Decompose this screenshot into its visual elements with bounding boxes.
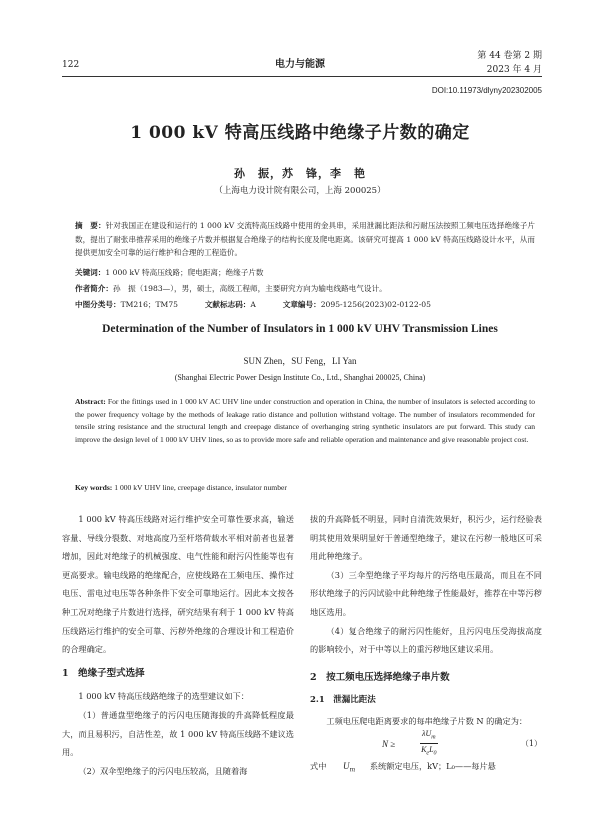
- equation-numerator: λU: [422, 728, 432, 738]
- paper-title: 1 000 kV 特高压线路中绝缘子片数的确定: [130, 123, 470, 143]
- clc-label: 中图分类号：: [75, 300, 121, 309]
- intro-paragraph: 1 000 kV 特高压线路对运行维护安全可靠性要求高，输送容量、导线分裂数、对地高度乃至杆塔荷载水平相对前者也显著增加，因此对绝缘子的机械强度、电气性能和耐污闪性能等也有更高要求。输电线路的绝缘配合，应使线路在工频电压、操作过电压、雷电过电压等各种条件下安全可靠地运行。因此本文按各种工况对绝缘子片数进行选择，研究结果有利于 1 000 kV 特高压线路运行维护的安全可靠、污秽外绝缘的合理设计和工程造价的合理确定。: [62, 514, 294, 655]
- equation-denominator-l: L: [429, 745, 434, 755]
- author-intro-label: 作者简介：: [75, 284, 113, 293]
- right-column: [310, 510, 542, 780]
- equation-lhs: N ≥: [382, 738, 396, 749]
- keywords-en: [75, 482, 535, 495]
- journal-name: 电力与能源: [275, 59, 325, 70]
- keywords-en-text: 1 000 kV UHV line, creepage distance, insulator number: [114, 483, 287, 492]
- equation-denominator-k: K: [421, 745, 427, 755]
- equation-denominator-sub1: e: [426, 750, 430, 757]
- section-2-1-paragraph: 工频电压爬电距离要求的每串绝缘子片数 N 的确定为：: [326, 715, 528, 726]
- abstract-en-label: Abstract:: [75, 397, 106, 406]
- author-intro-text: 孙 振（1983—），男，硕士，高级工程师，主要研究方向为输电线路电气设计。: [112, 284, 387, 293]
- keywords-cn-text: 1 000 kV 特高压线路；爬电距离；绝缘子片数: [105, 268, 264, 277]
- equation-fraction: [420, 728, 438, 760]
- authors: 孙 振，苏 锋，李 艳: [234, 167, 366, 180]
- publication-date: 2023 年 4 月: [486, 65, 542, 75]
- where-text: 系统额定电压，kV；L₀——每片悬: [369, 760, 496, 771]
- affiliation: （上海电力设计院有限公司，上海 200025）: [214, 186, 386, 196]
- equation-numerator-sub: m: [431, 734, 436, 741]
- article-no-label: 文章编号：: [282, 300, 321, 309]
- page-number: 122: [62, 60, 80, 70]
- abstract-en-text: For the fittings used in 1 000 kV AC UHV line under construction and operation in China, the number of insulators is selected according to the power frequency voltage by the methods of leakage ratio distance and pollution withstand voltage. The number of insulators recommended for tensile string resistance and the structural length and creepage distance of overhanging string synthetic insulators are put forward. This study can improve the design level of 1 000 kV UHV lines, so as to provide more safe and reliable operation and maintenance and give reasonable project cost.: [75, 397, 535, 444]
- doc-code-value: A: [250, 300, 256, 309]
- author-intro: [75, 282, 535, 296]
- section-1-paragraph-1: 1 000 kV 特高压线路绝缘子的选型建议如下：: [78, 691, 249, 702]
- left-column: [62, 510, 294, 780]
- keywords-cn-label: 关键词：: [75, 268, 106, 277]
- equation-number: （1）: [520, 738, 542, 748]
- section-1-paragraph-2: （1）普通盘型绝缘子的污闪电压随海拔的升高降低程度最大，而且易积污，自洁性差，故 1 000 kV 特高压线路不建议选用。: [62, 709, 294, 758]
- keywords-en-label: Key words:: [75, 483, 113, 492]
- volume-issue: 第 44 卷第 2 期: [477, 51, 542, 61]
- section-1-heading: 1 绝缘子型式选择: [62, 667, 145, 679]
- where-line: [310, 757, 542, 780]
- equation-denominator-sub2: 0: [433, 750, 437, 757]
- section-1-paragraph-3: （2）双伞型绝缘子的污闪电压较高，且随着海: [78, 765, 248, 776]
- clc-value: TM216；TM75: [120, 300, 178, 309]
- paragraph-4: （4）复合绝缘子的耐污闪性能好，且污闪电压受海拔高度的影响较小，对于中等以上的重污秽地区建议采用。: [310, 625, 542, 655]
- doi: DOI:10.11973/dlyny202302005: [431, 86, 542, 95]
- where-symbol-sub: m: [349, 766, 356, 774]
- equation-1: [310, 728, 542, 757]
- doc-code-label: 文献标志码：: [204, 300, 251, 309]
- paper-title-en: Determination of the Number of Insulators in 1 000 kV UHV Transmission Lines: [102, 323, 498, 335]
- where-symbol: U: [343, 760, 350, 771]
- abstract-en: [75, 396, 535, 446]
- keywords-cn: [75, 266, 535, 280]
- classification-line: [75, 298, 535, 312]
- where-label: 式中: [310, 760, 327, 771]
- paragraph-3: （3）三伞型绝缘子平均每片的污络电压最高，而且在不同形状绝缘子的污闪试验中此种绝缘子性能最好，推荐在中等污秽地区选用。: [310, 569, 542, 617]
- section-2-heading: 2 按工频电压选择绝缘子串片数: [310, 671, 450, 683]
- authors-en: SUN Zhen，SU Feng，LI Yan: [243, 356, 357, 366]
- continued-paragraph: 拔的升高降低不明显，同时自清洗效果好，积污少，运行经验表明其使用效果明显好于普通型绝缘子，建议在污秽一般地区可采用此种绝缘子。: [310, 514, 542, 562]
- abstract-cn: [75, 219, 535, 260]
- affiliation-en: (Shanghai Electric Power Design Institute Co., Ltd., Shanghai 200025, China): [174, 373, 426, 382]
- header-rule: [62, 76, 542, 77]
- abstract-cn-label: 摘 要：: [75, 221, 106, 230]
- article-no-value: 2095-1256(2023)02-0122-05: [320, 300, 431, 309]
- section-2-1-heading: 2.1 泄漏比距法: [310, 695, 376, 706]
- abstract-cn-text: 针对我国正在建设和运行的 1 000 kV 交流特高压线路中使用的金具串，采用泄漏比距法和污耐压法按照工频电压选择绝缘子片数，提出了耐张串推荐采用的绝缘子片数并根据复合绝缘子的结构长度及爬电距离。该研究可提高 1 000 kV 特高压线路设计水平，从而提供更加安全可靠的运行维护和合理的工程造价。: [75, 221, 536, 257]
